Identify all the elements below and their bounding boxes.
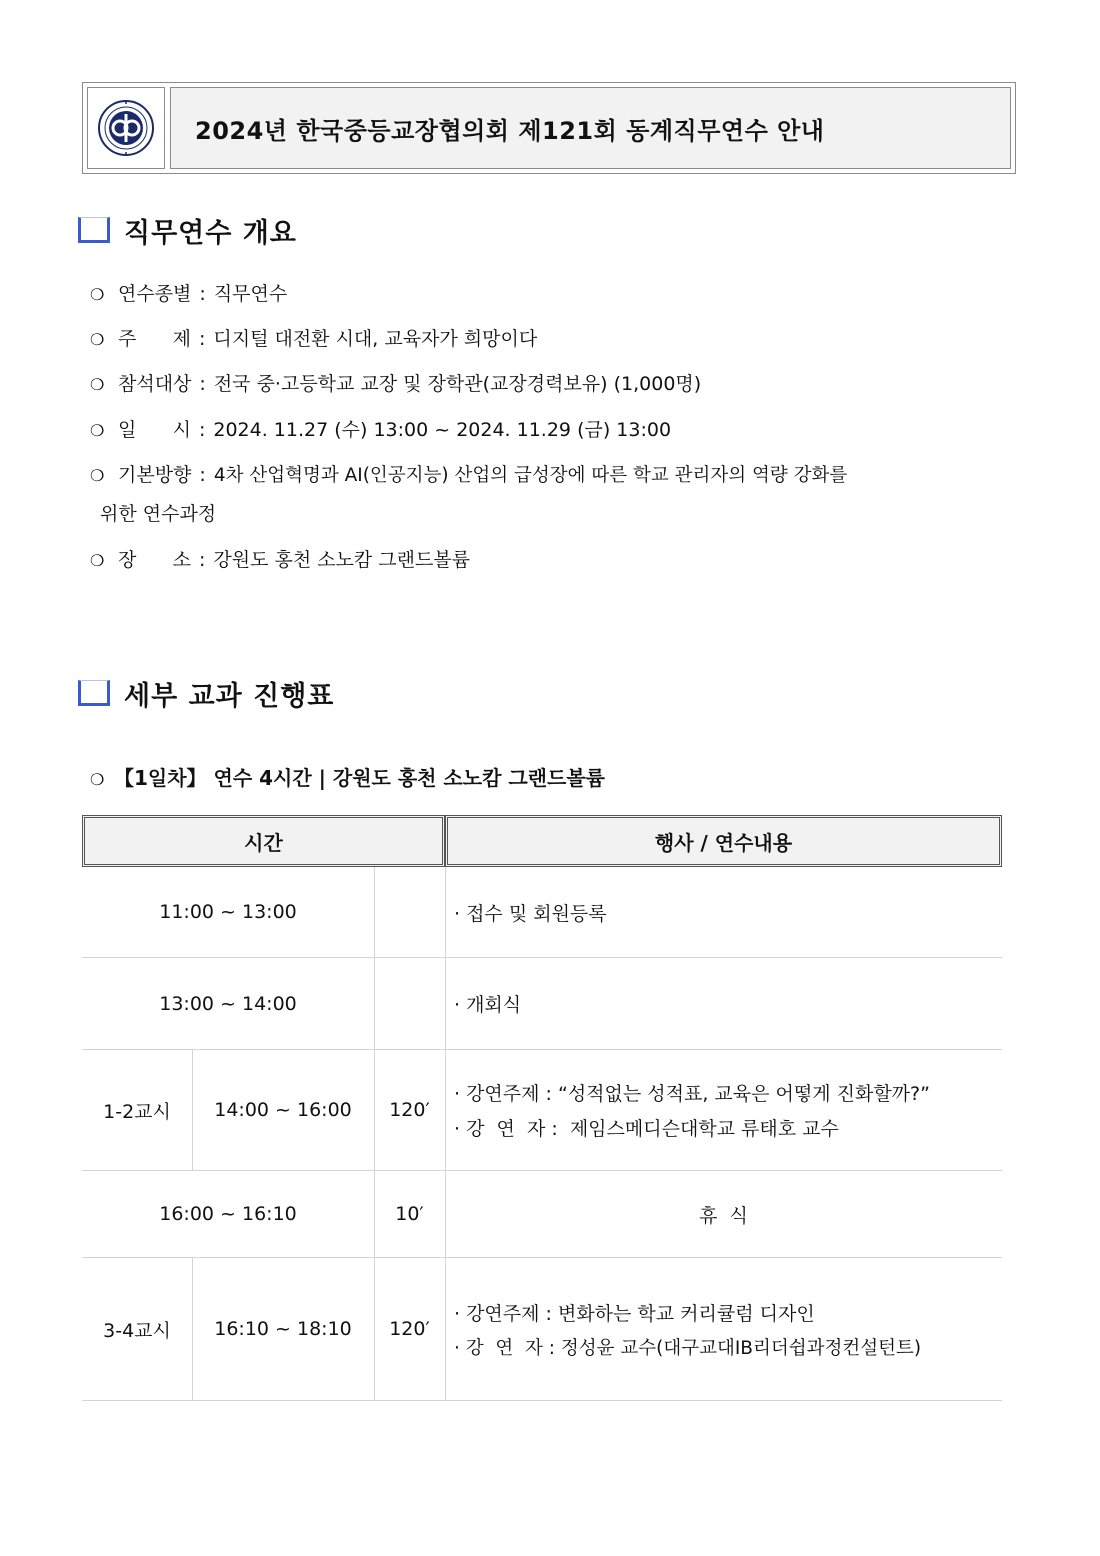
overview-colon: : (199, 373, 206, 395)
overview-label: 참석대상 (118, 373, 192, 395)
overview-item-date (90, 417, 671, 444)
content-line: · 접수 및 회원등록 (454, 902, 607, 925)
lecturer: · 강 연 자 : 제임스메디슨대학교 류태호 교수 (454, 1118, 839, 1140)
circle-bullet-icon: ❍ (90, 466, 105, 485)
overview-item-theme (90, 326, 537, 353)
overview-value: 4차 산업혁명과 AI(인공지능) 산업의 급성장에 따른 학교 관리자의 역량 강화를 (213, 465, 848, 486)
circle-bullet-icon: ❍ (90, 551, 105, 570)
overview-label: 일 시 (118, 419, 191, 441)
square-bullet-icon (78, 217, 110, 243)
overview-colon: : (198, 419, 206, 441)
overview-label: 주 제 (118, 328, 191, 350)
content-cell (454, 1258, 999, 1400)
content-cell (454, 867, 994, 957)
overview-item-direction-continuation: 위한 연수과정 (100, 503, 217, 525)
duration-cell (374, 958, 445, 1049)
title-box (82, 82, 1016, 174)
content-line: · 개회식 (454, 994, 522, 1016)
overview-label: 기본방향 (118, 464, 192, 486)
overview-colon: : (198, 549, 206, 571)
overview-label: 연수종별 (118, 283, 192, 305)
table-row (82, 958, 1002, 1050)
overview-value: 디지털 대전환 시대, 교육자가 희망이다 (213, 328, 538, 350)
overview-value: 직무연수 (213, 283, 288, 305)
overview-value: 강원도 홍천 소노캄 그랜드볼륨 (213, 549, 471, 571)
circle-bullet-icon: ❍ (90, 375, 105, 394)
duration-cell: 120′ (389, 1099, 430, 1121)
duration-cell: 10′ (395, 1203, 424, 1225)
lecture-topic: · 강연주제 : “성적없는 성적표, 교육은 어떻게 진화할까?” (454, 1083, 930, 1105)
overview-value: 전국 중·고등학교 교장 및 장학관(교장경력보유) (1,000명) (213, 373, 702, 395)
association-seal-icon (96, 98, 156, 158)
duration-cell (374, 867, 445, 957)
overview-item-location (90, 547, 470, 574)
period-cell: 3-4교시 (103, 1319, 171, 1342)
section-schedule-heading (78, 673, 334, 713)
overview-item-direction (90, 462, 847, 489)
circle-bullet-icon: ❍ (90, 421, 105, 440)
overview-colon: : (199, 464, 206, 486)
break-cell: 휴 식 (699, 1204, 748, 1227)
content-cell (454, 958, 994, 1049)
time-cell: 13:00 ~ 14:00 (159, 992, 297, 1015)
duration-cell: 120′ (389, 1318, 430, 1340)
table-header-time: 시간 (82, 815, 445, 867)
schedule-table (82, 815, 1002, 1359)
table-header-content: 행사 / 연수내용 (445, 815, 1002, 867)
overview-item-type (90, 281, 287, 308)
circle-bullet-icon: ❍ (90, 330, 105, 349)
lecturer: · 강 연 자 : 정성윤 교수(대구교대IB리더쉽과정컨설턴트) (454, 1337, 922, 1359)
table-row (82, 1258, 1002, 1401)
table-row (82, 1050, 1002, 1171)
day1-heading (90, 762, 605, 791)
overview-value: 2024. 11.27 (수) 13:00 ~ 2024. 11.29 (금) 13:00 (213, 419, 672, 441)
table-header-row (82, 815, 1002, 867)
circle-bullet-icon: ❍ (90, 770, 105, 789)
time-cell: 16:00 ~ 16:10 (159, 1203, 297, 1225)
logo-cell (87, 87, 165, 169)
lecture-topic: · 강연주제 : 변화하는 학교 커리큘럼 디자인 (454, 1302, 815, 1325)
title-cell (170, 87, 1011, 169)
section-title: 세부 교과 진행표 (124, 680, 335, 712)
content-cell (454, 1050, 999, 1170)
table-row (82, 1171, 1002, 1258)
square-bullet-icon (78, 680, 110, 706)
overview-label: 장 소 (118, 549, 191, 571)
circle-bullet-icon: ❍ (90, 285, 105, 304)
time-cell: 11:00 ~ 13:00 (159, 901, 297, 923)
period-cell: 1-2교시 (103, 1100, 171, 1123)
table-row (82, 867, 1002, 958)
time-cell: 16:10 ~ 18:10 (214, 1318, 352, 1340)
time-cell: 14:00 ~ 16:00 (214, 1099, 352, 1121)
overview-colon: : (198, 328, 206, 350)
section-overview-heading (78, 210, 297, 250)
overview-item-target (90, 371, 701, 398)
overview-colon: : (199, 283, 206, 305)
page-title: 2024년 한국중등교장협의회 제121회 동계직무연수 안내 (195, 116, 825, 145)
section-title: 직무연수 개요 (124, 217, 297, 249)
day1-heading-text: 【1일차】 연수 4시간 | 강원도 홍천 소노캄 그랜드볼륨 (114, 766, 605, 790)
